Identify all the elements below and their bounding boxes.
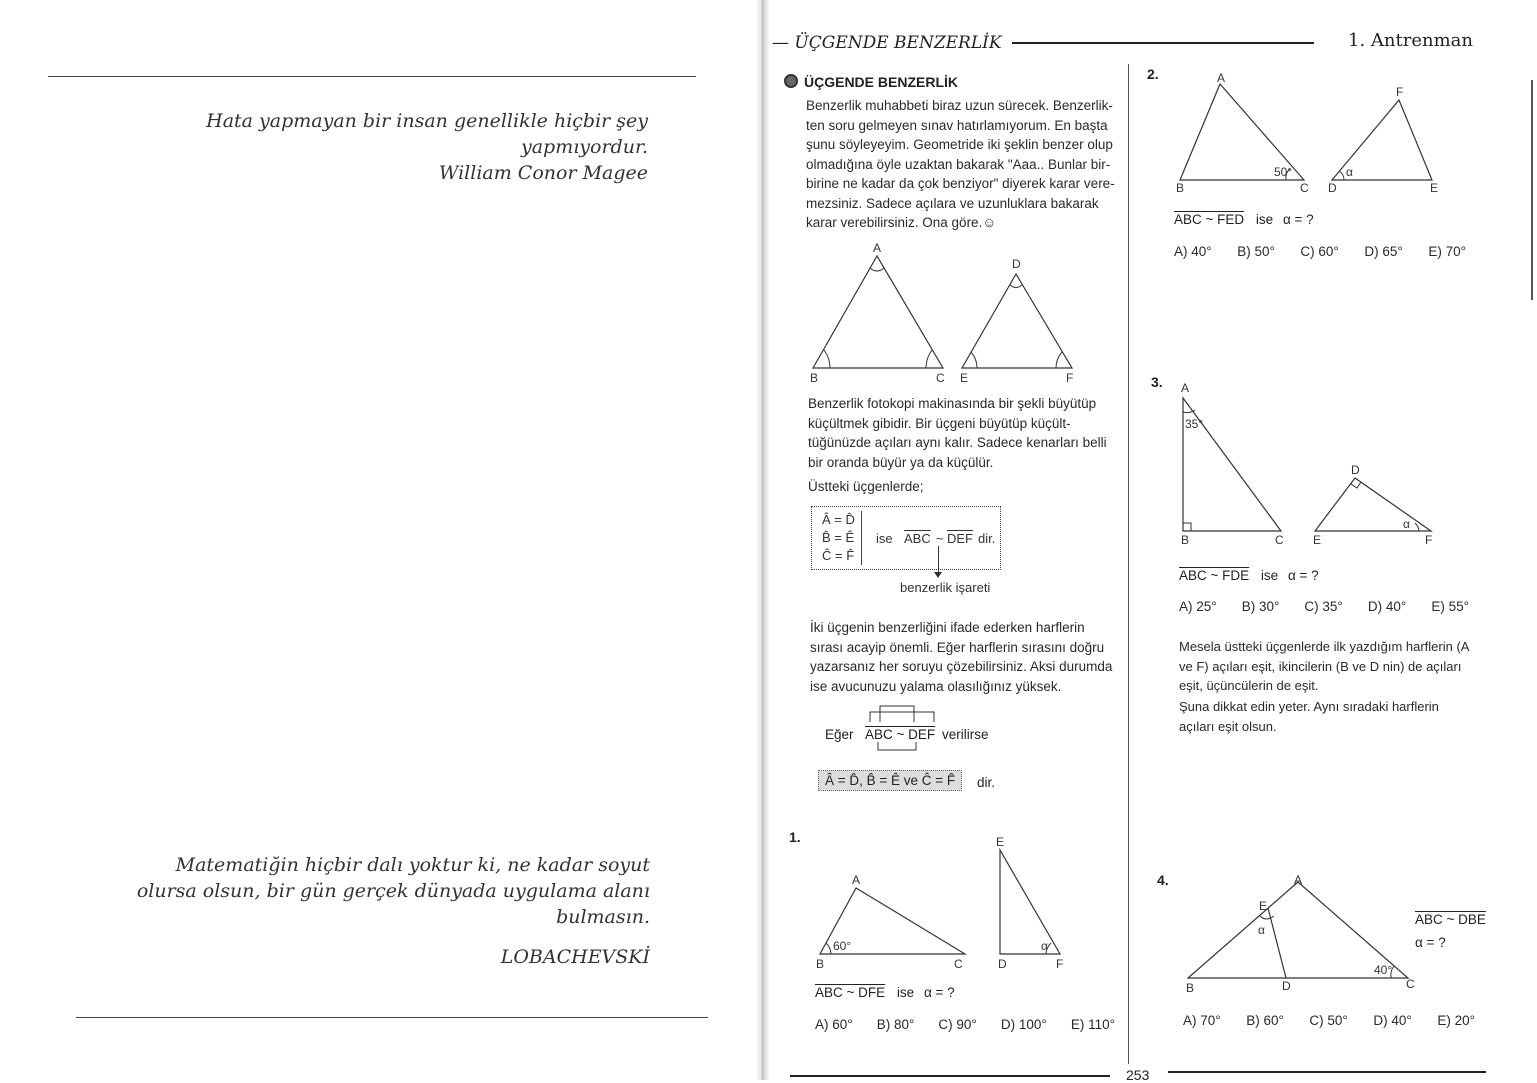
q1-option-a[interactable]: A) 60° [815, 1017, 853, 1032]
quote-bottom-author: LOBACHEVSKİ [500, 946, 650, 968]
footer-rule-left [790, 1075, 1110, 1077]
intro-heading-text: ÜÇGENDE BENZERLİK [804, 74, 959, 90]
intro-line: İki üçgenin benzerliğini ifade ederken harflerin [810, 620, 1085, 635]
q1-label-a: A [852, 873, 861, 887]
label-e: E [960, 371, 969, 385]
quote-top-line1: Hata yapmayan bir insan genellikle hiçbir şey [206, 110, 648, 132]
q1-option-c[interactable]: C) 90° [938, 1017, 977, 1032]
q2-figure [1170, 70, 1460, 200]
q3-note2 [1179, 697, 1485, 736]
label-f: F [1066, 371, 1074, 385]
label-a: A [873, 241, 882, 255]
bracket-top-inner [880, 706, 914, 722]
top-divider-left [48, 76, 696, 77]
q4-relation: ABC ~ DBE [1415, 912, 1486, 927]
angle-equalities [822, 511, 862, 565]
q3-label-e: E [1313, 533, 1322, 547]
q3-option-a[interactable]: A) 25° [1179, 599, 1217, 614]
q1-label-e: E [996, 835, 1005, 849]
eger-label: Eğer [825, 727, 854, 742]
q3-figure [1175, 378, 1445, 548]
q3-label-f: F [1425, 533, 1433, 547]
note-line: eşit, üçüncülerin de eşit. [1179, 678, 1319, 693]
eger-relation: ABC ~ DEF [865, 727, 936, 742]
intro-line: tüğünüzde açıları aynı kalır. Sadece kenarları belli [808, 435, 1107, 450]
quote-top [120, 108, 648, 186]
q2-number: 2. [1147, 66, 1159, 82]
intro-heading [784, 74, 958, 90]
q1-angle-label: 60° [833, 939, 852, 953]
q2-option-e[interactable]: E) 70° [1428, 244, 1466, 259]
q4-ask: α = ? [1415, 935, 1446, 950]
q4-label-d: D [1282, 979, 1291, 993]
q1-alpha-label: α [1041, 939, 1048, 953]
q3-options [1179, 599, 1469, 614]
q3-label-c: C [1275, 533, 1284, 547]
quote-bottom-line2: olursa olsun, bir gün gerçek dünyada uygulama alanı [136, 880, 650, 902]
intro-triangles-figure [800, 238, 1100, 388]
equality-a-d: Â = D̂ [822, 512, 855, 527]
intro-line: şunu söyleyeyim. Geometride iki şeklin benzer olup [806, 137, 1113, 152]
q4-alpha-label: α [1258, 923, 1265, 937]
box-dir: dir. [978, 531, 996, 546]
q1-label-f: F [1056, 957, 1064, 971]
q2-options [1174, 244, 1466, 259]
box-triangle-2: $\overline{DEF}$ [947, 531, 973, 546]
intro-line: mezsiniz. Sadece açılara ve uzunluklara bakarak [806, 195, 1099, 211]
intro-para1 [806, 96, 1116, 233]
q2-question [1174, 212, 1314, 227]
angle-mark-c [926, 350, 932, 368]
q1-label-b: B [816, 957, 825, 971]
q2-angle-label: 50° [1274, 165, 1293, 179]
q3-label-b: B [1181, 533, 1190, 547]
q1-option-d[interactable]: D) 100° [1000, 1017, 1047, 1032]
q2-ask: α = ? [1282, 212, 1314, 227]
similarity-box [811, 506, 1001, 570]
q3-alpha-label: α [1403, 517, 1410, 531]
intro-line: küçültmek gibidir. Bir üçgeni büyütüp küçült- [808, 415, 1071, 431]
note-line: açıları eşit olsun. [1179, 718, 1277, 734]
page-spine [756, 0, 770, 1080]
q2-ise: ise [1255, 212, 1274, 227]
quote-bottom-line1: Matematiğin hiçbir dalı yoktur ki, ne kadar soyut [175, 854, 650, 876]
q2-angle-mark-d [1339, 171, 1344, 180]
q4-label-e: E [1259, 899, 1268, 913]
angle-mark-e [971, 352, 977, 368]
q4-label-a: A [1294, 873, 1303, 887]
q4-figure [1180, 870, 1430, 1000]
sign-arrow [938, 546, 939, 574]
q3-angle-mark-f [1415, 523, 1419, 531]
intro-line: birine ne kadar da çok benziyor" diyerek karar vere- [806, 176, 1115, 191]
sign-label: benzerlik işareti [900, 580, 991, 595]
q3-label-a: A [1181, 381, 1190, 395]
box-triangle-1: $\overline{ABC}$ [904, 531, 931, 546]
column-divider [1128, 64, 1129, 1064]
q2-option-b[interactable]: B) 50° [1237, 244, 1275, 259]
q2-option-c[interactable]: C) 60° [1300, 244, 1339, 259]
intro-line: ten soru gelmeyen sınav hatırlamıyorum. En başta [806, 117, 1108, 133]
q4-option-a[interactable]: A) 70° [1183, 1013, 1221, 1028]
q3-right-angle-d [1351, 482, 1361, 488]
intro-line: Benzerlik muhabbeti biraz uzun sürecek. Benzerlik- [806, 98, 1113, 113]
q3-option-c[interactable]: C) 35° [1304, 599, 1343, 614]
q3-relation: ABC ~ FDE [1179, 568, 1250, 583]
q1-ise: ise [896, 985, 915, 1000]
box-ise: ise [876, 531, 893, 546]
q3-ask: α = ? [1287, 568, 1319, 583]
q1-label-c: C [954, 957, 963, 971]
q2-label-a: A [1217, 71, 1226, 85]
q1-option-e[interactable]: E) 110° [1070, 1017, 1115, 1032]
intro-line: karar verebilirsiniz. Ona göre.☺ [806, 215, 997, 230]
note-line: Mesela üstteki üçgenlerde ilk yazdığım harflerin (A [1179, 639, 1470, 654]
angle-mark-d [1010, 285, 1022, 288]
q4-option-b[interactable]: B) 60° [1246, 1013, 1284, 1028]
q3-option-d[interactable]: D) 40° [1367, 599, 1407, 614]
triangle-def [962, 274, 1072, 368]
q3-angle-label: 35° [1185, 417, 1204, 431]
angle-mark-b [824, 350, 830, 368]
q2-label-d: D [1328, 181, 1337, 195]
intro-line: Benzerlik fotokopi makinasında bir şekli büyütüp [808, 396, 1097, 411]
q2-label-c: C [1300, 181, 1309, 195]
q4-angle-mark-e [1260, 916, 1274, 919]
q1-figure [810, 832, 1080, 972]
quote-bottom [100, 852, 650, 970]
angle-mark-f [1056, 352, 1062, 368]
q3-triangle-fde [1315, 478, 1431, 531]
note-line: ve F) açıları eşit, ikincilerin (B ve D nin) de açıları [1179, 658, 1462, 674]
label-c: C [936, 371, 945, 385]
q2-label-f: F [1396, 85, 1404, 99]
result-text: Â = D̂, B̂ = Ê ve Ĉ = F̂ [825, 773, 956, 788]
q4-options [1183, 1013, 1475, 1028]
q3-right-angle-b [1183, 523, 1191, 531]
bullet-icon [784, 74, 798, 88]
q3-note1 [1179, 637, 1485, 696]
intro-para4 [810, 618, 1114, 696]
verilirse-label: verilirse [942, 727, 989, 742]
q1-angle-mark-b [826, 943, 831, 954]
equality-c-f: Ĉ = F̂ [822, 548, 855, 563]
bracket-bottom [878, 742, 916, 750]
q2-option-d[interactable]: D) 65° [1364, 244, 1403, 259]
q1-number: 1. [789, 829, 801, 845]
q3-option-b[interactable]: B) 30° [1241, 599, 1280, 614]
quote-top-line2: yapmıyordur. [520, 136, 648, 158]
intro-line: yazarsanız her soruyu çözebilirsiniz. Aksi durumda [810, 659, 1113, 674]
q1-label-d: D [998, 957, 1007, 971]
q2-label-b: B [1176, 181, 1185, 195]
q3-label-d: D [1351, 463, 1360, 477]
box-similar-sign: ~ [936, 531, 944, 546]
q4-option-e[interactable]: E) 20° [1437, 1013, 1475, 1028]
label-d: D [1012, 257, 1021, 271]
q3-option-e[interactable]: E) 55° [1431, 599, 1469, 614]
q4-option-d[interactable]: D) 40° [1373, 1013, 1412, 1028]
intro-line: olmadığına öyle uzaktan bakarak "Aaa.. Bunlar bir- [806, 156, 1111, 172]
q2-alpha-label: α [1346, 165, 1353, 179]
label-b: B [810, 371, 819, 385]
intro-line: bir oranda büyür ya da küçülür. [808, 454, 994, 470]
q1-relation: ABC ~ DFE [815, 985, 886, 1000]
q2-option-a[interactable]: A) 40° [1174, 244, 1212, 259]
quote-top-author: William Conor Magee [438, 162, 648, 184]
q1-option-b[interactable]: B) 80° [876, 1017, 915, 1032]
q4-label-b: B [1186, 981, 1195, 995]
quote-bottom-line3: bulmasın. [556, 906, 650, 928]
q1-triangle-dfe [1000, 850, 1060, 954]
section-title: 1. Antrenman [1348, 30, 1473, 51]
note-line: Şuna dikkat edin yeter. Aynı sıradaki harflerin [1179, 699, 1439, 714]
q3-question [1179, 568, 1319, 583]
q4-number: 4. [1157, 872, 1169, 888]
page-number: 253 [1126, 1067, 1150, 1083]
page-edge-right [1531, 80, 1533, 300]
q2-label-e: E [1430, 181, 1439, 195]
q4-label-c: C [1406, 977, 1415, 991]
bottom-divider-left [76, 1017, 708, 1018]
footer-rule-right [1168, 1071, 1486, 1073]
q3-ise: ise [1260, 568, 1279, 583]
result-dir: dir. [977, 775, 996, 790]
chapter-title-text: ÜÇGENDE BENZERLİK [794, 33, 1002, 53]
header-rule [1012, 42, 1314, 44]
q2-relation: ABC ~ FED [1174, 212, 1245, 227]
intro-line: sırası acayip önemli. Eğer harflerin sırasını doğru [810, 639, 1105, 655]
chapter-title: — ÜÇGENDE BENZERLİK [772, 33, 1002, 53]
q4-angle-label: 40° [1374, 963, 1393, 977]
equality-b-e: B̂ = Ê [822, 530, 855, 545]
q3-number: 3. [1151, 374, 1163, 390]
q1-options [815, 1017, 1115, 1032]
triangle-abc [813, 256, 943, 368]
intro-para2 [808, 394, 1112, 472]
q1-question [815, 985, 955, 1000]
sign-arrow-head [934, 572, 942, 578]
intro-line: ise avucunuzu yalama olasılığınız yüksek. [810, 678, 1062, 694]
result-box [818, 770, 962, 791]
angle-mark-a [870, 268, 884, 271]
intro-para3: Üstteki üçgenlerde; [808, 479, 924, 494]
q1-ask: α = ? [923, 985, 955, 1000]
q4-option-c[interactable]: C) 50° [1309, 1013, 1348, 1028]
